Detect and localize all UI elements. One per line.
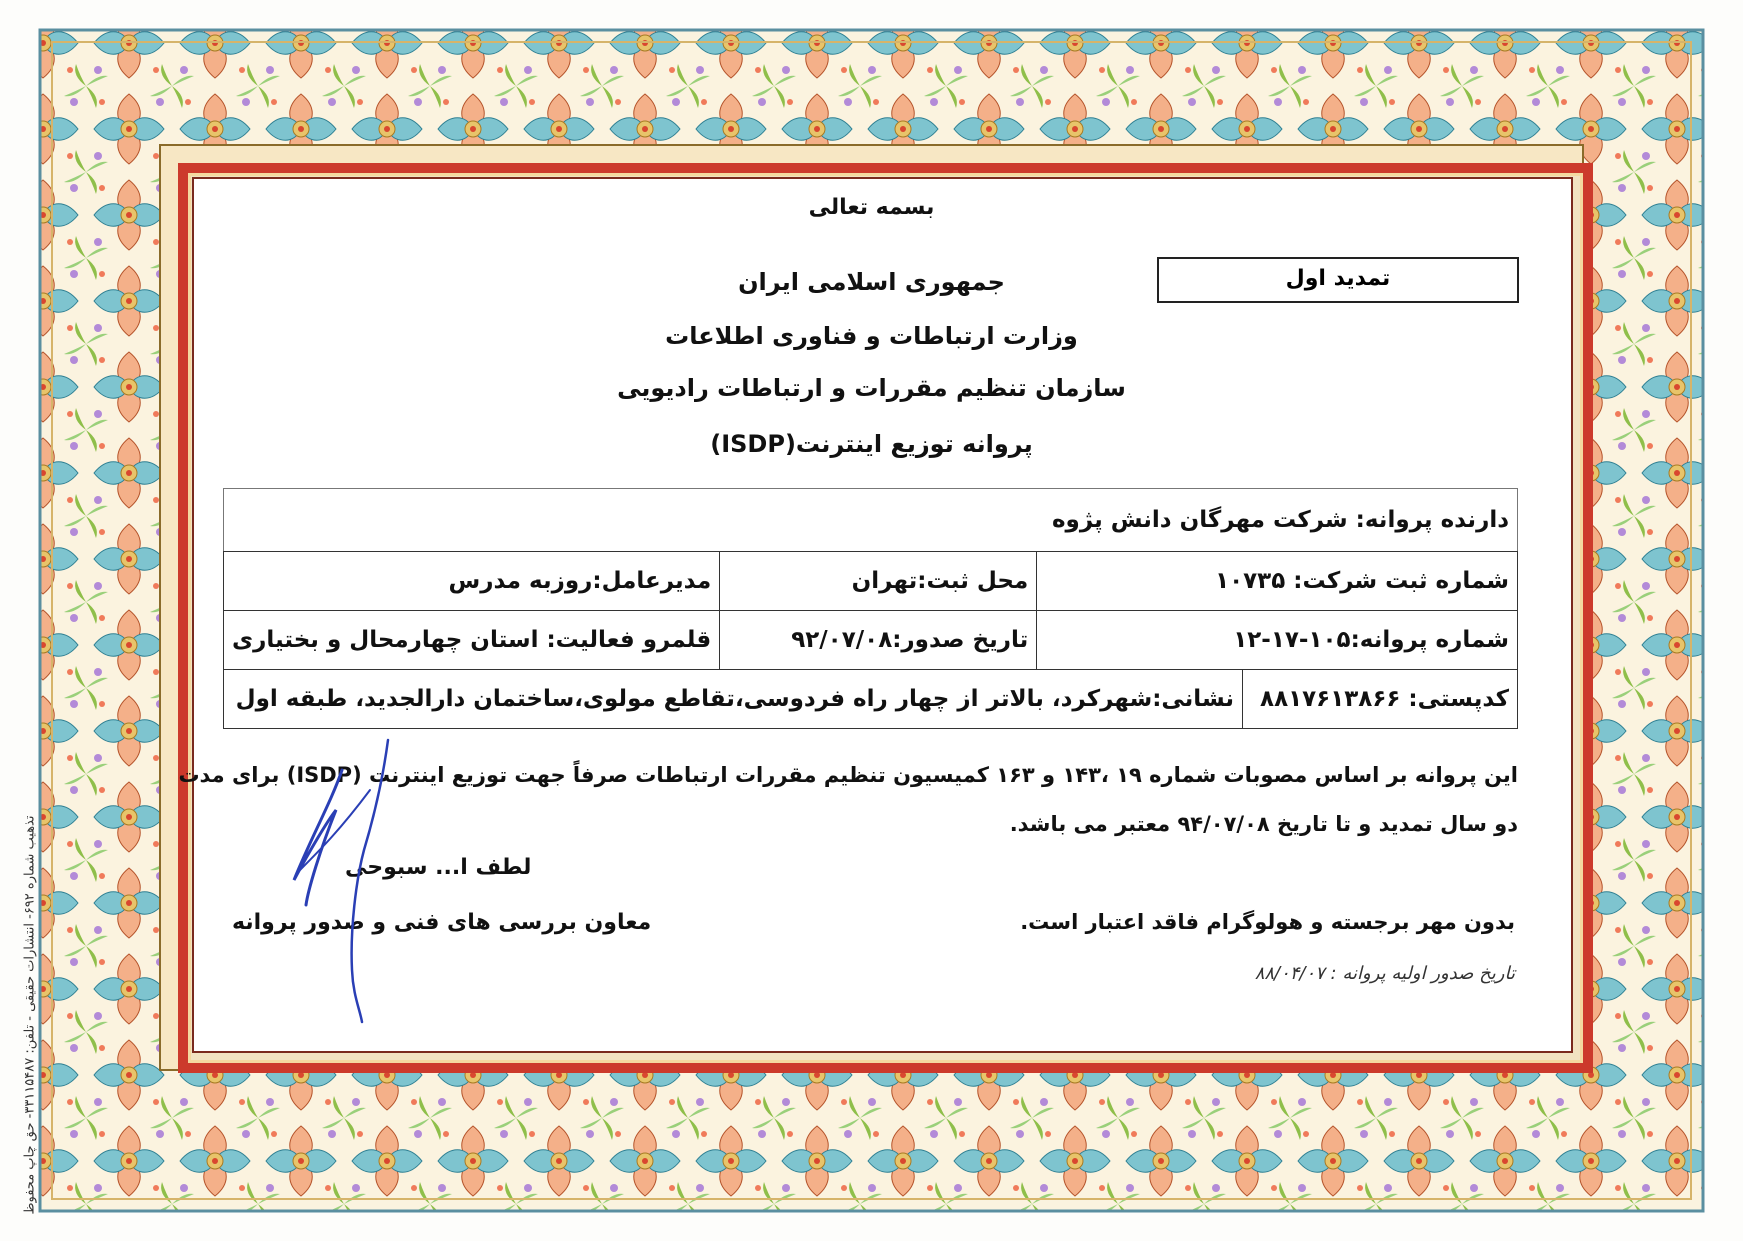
ceo-text: مدیرعامل:روزبه مدرس bbox=[448, 568, 712, 594]
issue-date-text: تاریخ صدور:۹۲/۰۷/۰۸ bbox=[791, 627, 1029, 653]
renewal-label: تمدید اول bbox=[1285, 266, 1391, 291]
reg-number-text: شماره ثبت شرکت: ۱۰۷۳۵ bbox=[1215, 568, 1509, 594]
postal-code-cell bbox=[1243, 670, 1518, 729]
activity-area-text: قلمرو فعالیت: استان چهارمحال و بختیاری bbox=[232, 627, 712, 653]
license-number-text: شماره پروانه:۱۰۵-۱۷-۱۲ bbox=[1233, 627, 1509, 653]
address-cell bbox=[224, 670, 1243, 729]
initial-issue-note: تاریخ صدور اولیه پروانه : ۸۸/۰۴/۰۷ bbox=[1254, 963, 1515, 984]
holder-cell bbox=[224, 489, 1518, 552]
issue-date-cell bbox=[720, 611, 1037, 670]
table-row bbox=[224, 489, 1518, 552]
republic-heading: جمهوری اسلامی ایران bbox=[738, 268, 1005, 296]
ceo-cell bbox=[224, 552, 720, 611]
handwritten-signature bbox=[280, 730, 410, 1030]
printer-note-text: تذهیب شماره ۶۹۲- انتشارات حقیقی - تلفن: ۳۳۱۱۵۴۸۷- حق چاپ محفوظ bbox=[22, 815, 38, 1215]
table-row bbox=[224, 611, 1518, 670]
printer-side-note bbox=[18, 785, 42, 1245]
activity-area-cell bbox=[224, 611, 720, 670]
address-text: نشانی:شهرکرد، بالاتر از چهار راه فردوسی،تقاطع مولوی،ساختمان دارالجدید، طبقه اول bbox=[235, 686, 1234, 712]
reg-place-text: محل ثبت:تهران bbox=[851, 568, 1029, 594]
signatory-name: لطف ا... سبوحی bbox=[345, 855, 532, 880]
postal-code-text: کدپستی: ۸۸۱۷۶۱۳۸۶۶ bbox=[1260, 686, 1509, 712]
license-title: پروانه توزیع اینترنت(ISDP) bbox=[710, 430, 1033, 458]
invocation-text: بسمه تعالی bbox=[808, 195, 935, 220]
signatory-title: معاون بررسی های فنی و صدور پروانه bbox=[232, 910, 652, 935]
table-row bbox=[224, 552, 1518, 611]
license-info-table bbox=[223, 488, 1518, 729]
body-line-2: دو سال تمدید و تا تاریخ ۹۴/۰۷/۰۸ معتبر می باشد. bbox=[1009, 812, 1518, 836]
holder-text: دارنده پروانه: شرکت مهرگان دانش پژوه bbox=[1051, 507, 1509, 533]
reg-number-cell bbox=[1037, 552, 1518, 611]
validity-note: بدون مهر برجسته و هولوگرام فاقد اعتبار است. bbox=[1020, 910, 1515, 934]
reg-place-cell bbox=[720, 552, 1037, 611]
body-line-1: این پروانه بر اساس مصوبات شماره ۱۹ ،۱۴۳ و ۱۶۳ کمیسیون تنظیم مقررات ارتباطات صرفاً جهت توزیع اینترنت (ISDP) برای مدت bbox=[178, 763, 1518, 787]
ministry-heading: وزارت ارتباطات و فناوری اطلاعات bbox=[665, 322, 1078, 350]
organization-heading: سازمان تنظیم مقررات و ارتباطات رادیویی bbox=[617, 374, 1126, 402]
table-row bbox=[224, 670, 1518, 729]
license-number-cell bbox=[1037, 611, 1518, 670]
